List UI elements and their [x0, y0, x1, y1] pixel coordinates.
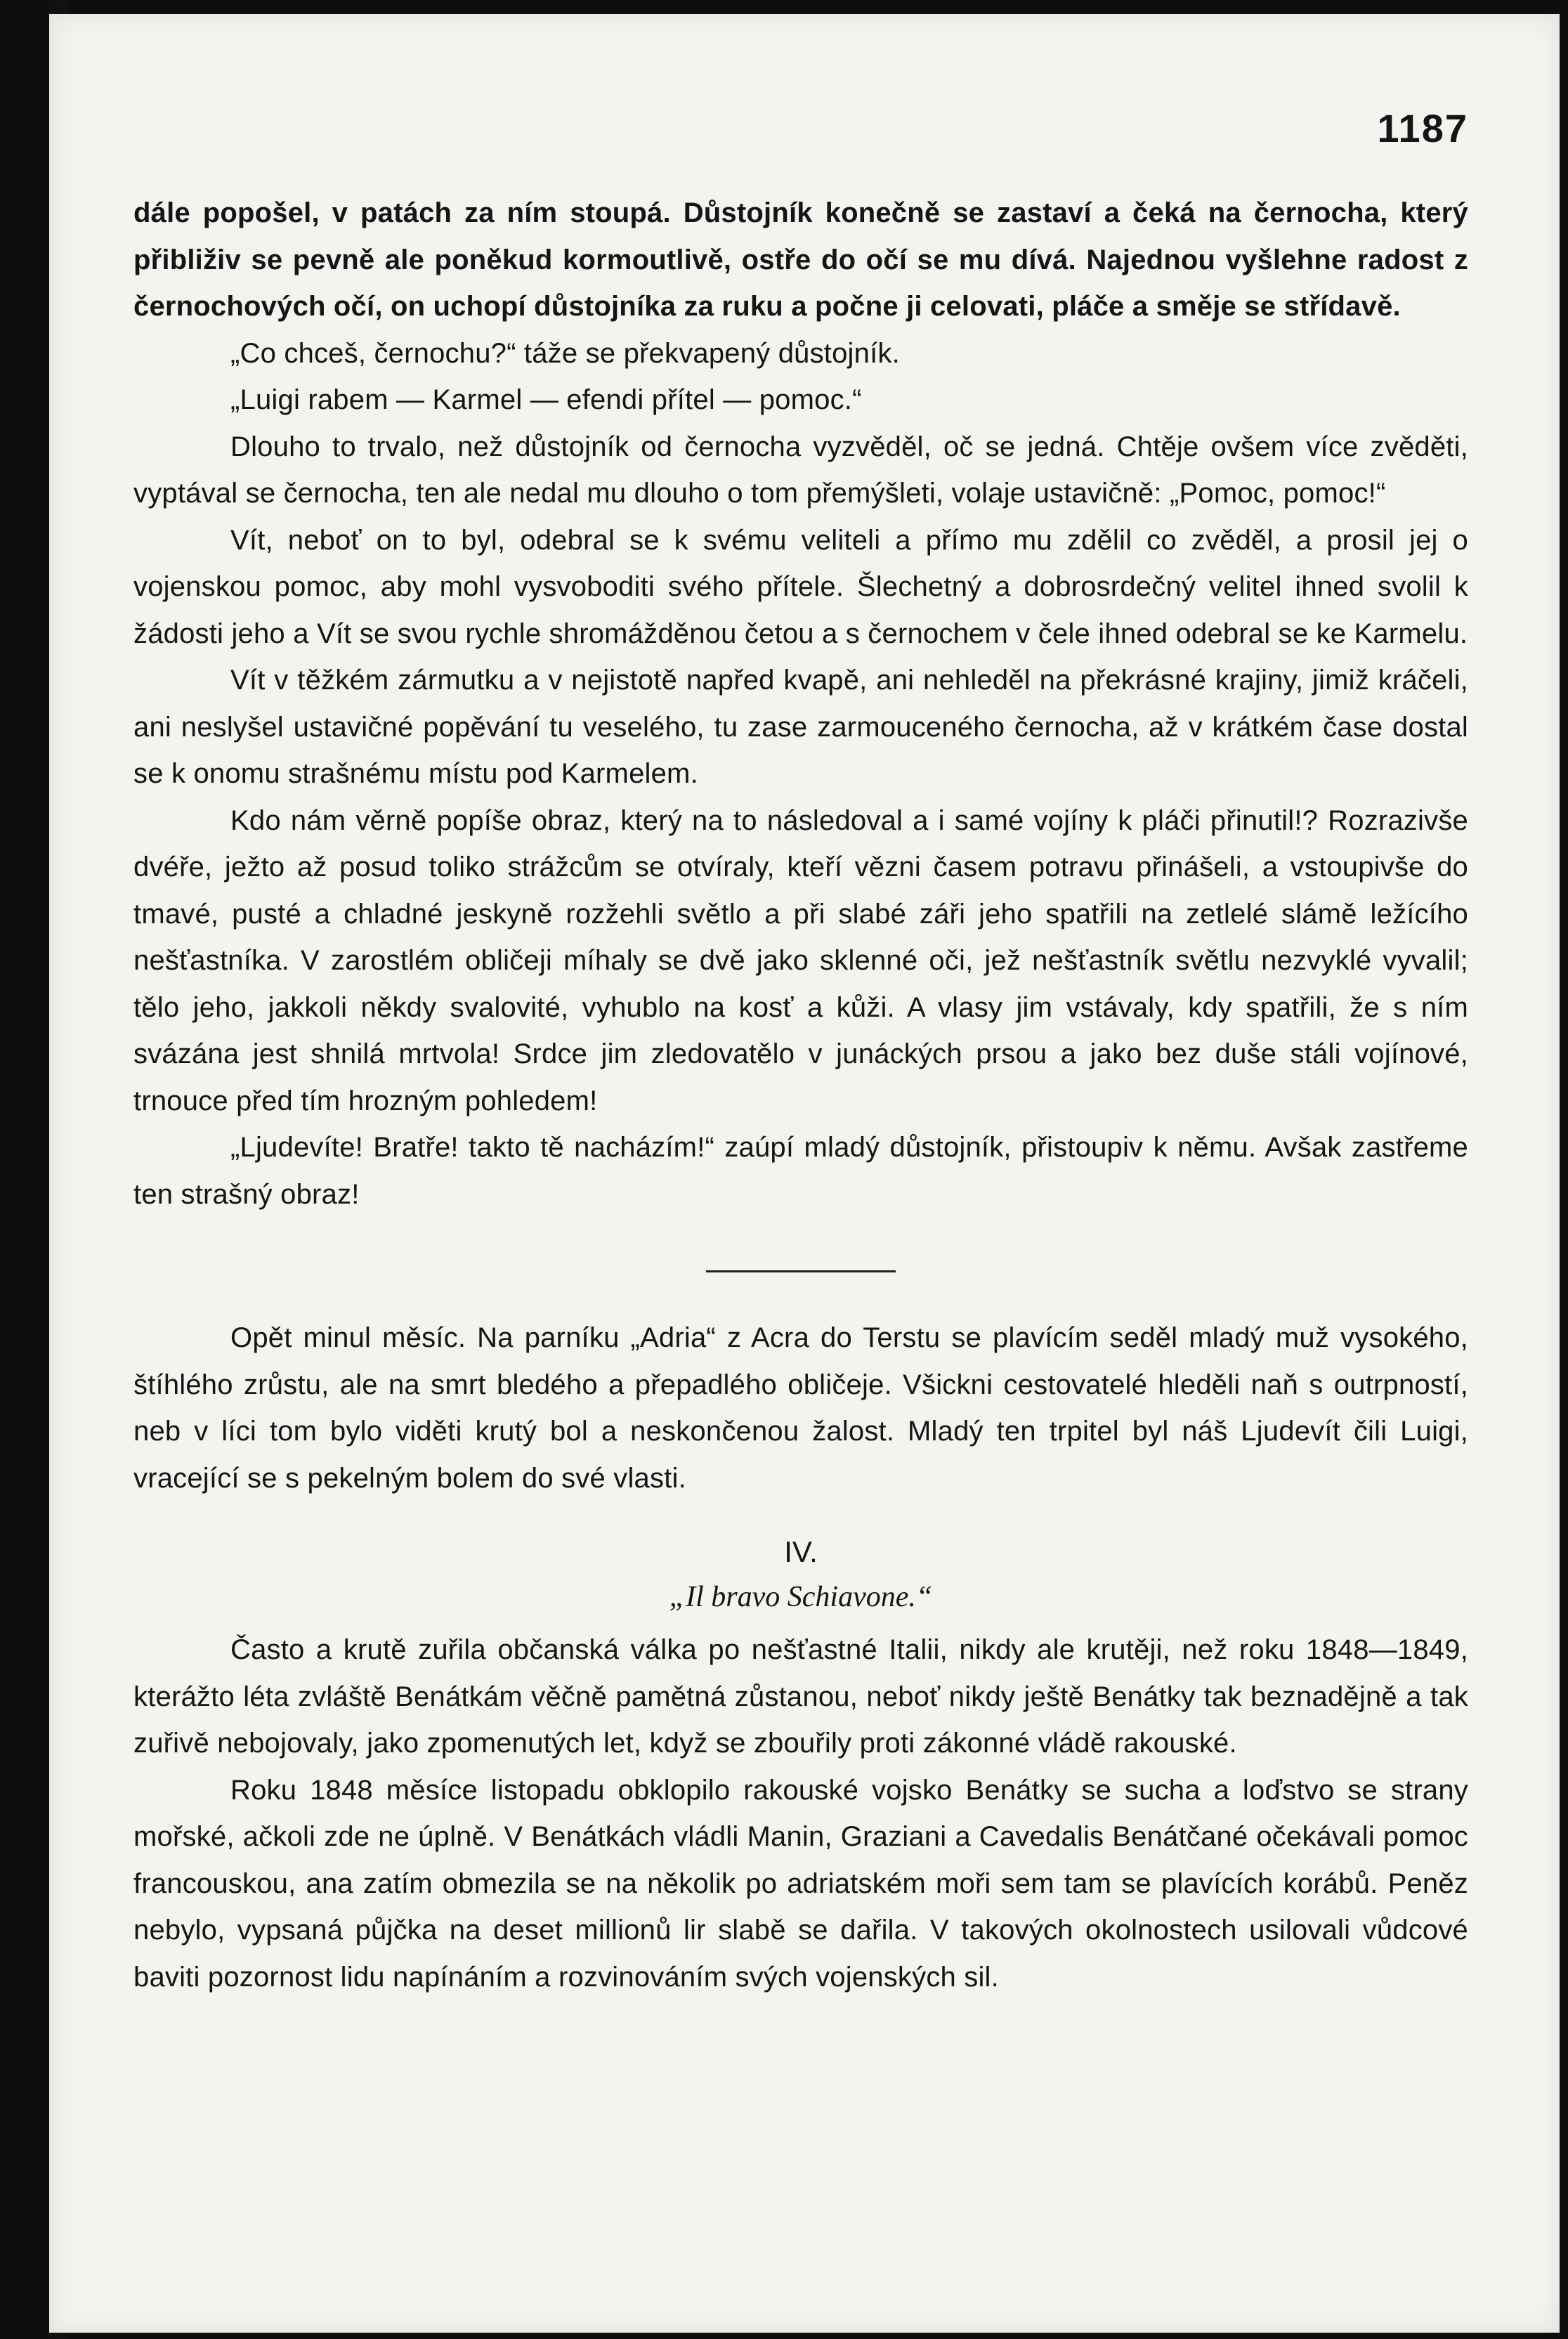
paragraph: „Ljudevíte! Bratře! takto tě nacházím!“ zaúpí mladý důstojník, přistoupiv k němu. Avšak zastřeme ten strašný obraz! [133, 1132, 1468, 1210]
paragraph: dále popošel, v patách za ním stoupá. Důstojník konečně se zastaví a čeká na černocha, který přibliživ se pevně ale poněkud kormoutlivě, ostře do očí se mu dívá. Najednou vyšlehne radost z černochových očí, on uchopí důstojníka za ruku a počne ji celovati, pláče a směje se střídavě. [133, 197, 1468, 322]
paragraph: Kdo nám věrně popíše obraz, který na to následoval a i samé vojíny k pláči přinutil!? Rozrazivše dvéře, ježto až posud toliko strážcům se otvíraly, kteří vězni časem potravu přinášeli, a vstoupivše do tmavé, pusté a chladné jeskyně rozžehli světlo a při slabé záři jeho spatřili na zetlelé slámě ležícího nešťastníka. V zarostlém obličeji míhaly se dvě jako sklenné oči, jež nešťastník světlu nezvyklé vyvalil; tělo jeho, jakkoli někdy svalovité, vyhublo na kosť a kůži. A vlasy jim vstávaly, kdy spatřili, že s ním svázána jest shnilá mrtvola! Srdce jim zledovatělo v junáckých prsou a jako bez duše stáli vojínové, trnouce před tím hrozným pohledem! [133, 804, 1468, 1116]
page-number: 1187 [1377, 106, 1468, 150]
paragraph: „Luigi rabem — Karmel — efendi přítel — pomoc.“ [230, 384, 862, 415]
paragraph: Často a krutě zuřila občanská válka po nešťastné Italii, nikdy ale krutěji, než roku 1848—1849, kterážto léta zvláště Benátkám věčně pamětná zůstanou, neboť nikdy ještě Benátky tak beznadějně a tak zuřivě nebojovaly, jako zpomenutých let, když se zbouřily proti zákonné vládě rakouské. [133, 1634, 1468, 1759]
paragraph: Vít, neboť on to byl, odebral se k svému veliteli a přímo mu zdělil co zvěděl, a prosil jej o vojenskou pomoc, aby mohl vysvoboditi svého přítele. Šlechetný a dobrosrdečný velitel ihned svolil k žádosti jeho a Vít se svou rychle shromážděnou četou a s černochem v čele ihned odebral se ke Karmelu. [133, 524, 1468, 649]
paragraph: „Co chceš, černochu?“ táže se překvapený důstojník. [230, 337, 900, 369]
section-title: „Il bravo Schiavone.“ [669, 1581, 933, 1613]
section-number: IV. [784, 1535, 818, 1568]
paragraph: Dlouho to trvalo, než důstojník od černocha vyzvěděl, oč se jedná. Chtěje ovšem více zvěděti, vyptával se černocha, ten ale nedal mu dlouho o tom přemýšleti, volaje ustavičně: „Pomoc, pomoc!“ [133, 431, 1468, 509]
paragraph: Opět minul měsíc. Na parníku „Adria“ z Acra do Terstu se plavícím seděl mladý muž vysokého, štíhlého zrůstu, ale na smrt bledého a přepadlého obličeje. Všickni cestovatelé hleděli naň s outrpností, neb v líci tom bylo viděti krutý bol a neskončenou žalost. Mladý ten trpitel byl náš Ljudevít čili Luigi, vracející se s pekelným bolem do své vlasti. [133, 1322, 1468, 1494]
book-page [49, 14, 1560, 2333]
section-divider [706, 1270, 896, 1272]
page-text [133, 190, 1468, 2000]
paragraph: Roku 1848 měsíce listopadu obklopilo rakouské vojsko Benátky se sucha a loďstvo se strany mořské, ačkoli zde ne úplně. V Benátkách vládli Manin, Graziani a Cavedalis Benátčané očekávali pomoc francouskou, ana zatím obmezila se na několik po adriatském moři sem tam se plavících korábů. Peněz nebylo, vypsaná půjčka na deset millionů lir slabě se dařila. V takových okolnostech usilovali vůdcové baviti pozornost lidu napínáním a rozvinováním svých vojenských sil. [133, 1774, 1468, 1993]
paragraph: Vít v těžkém zármutku a v nejistotě napřed kvapě, ani nehleděl na překrásné krajiny, jimiž kráčeli, ani neslyšel ustavičné popěvání tu veselého, tu zase zarmouceného černocha, až v krátkém čase dostal se k onomu strašnému místu pod Karmelem. [133, 665, 1468, 789]
